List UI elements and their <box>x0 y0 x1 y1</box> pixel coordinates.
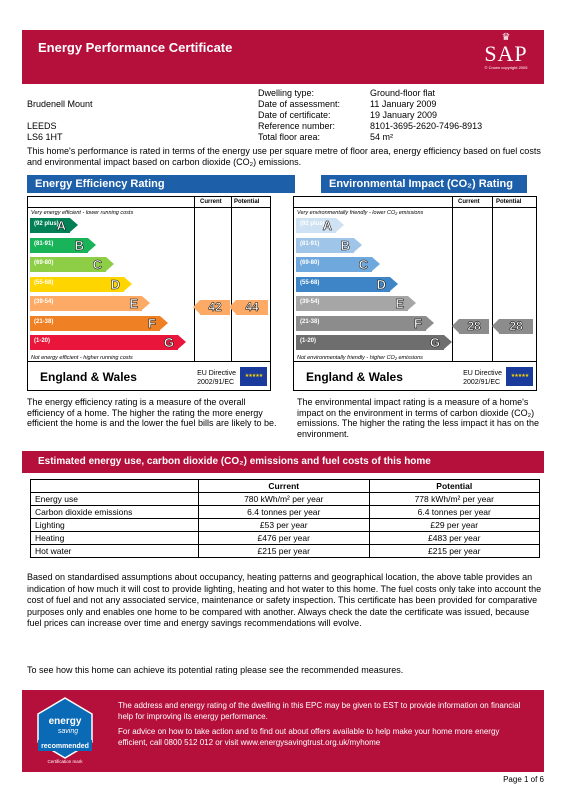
table-row: Energy use 780 kWh/m² per year 778 kWh/m² per year <box>31 493 540 506</box>
eu-flag-icon: ★★★★★ <box>240 367 267 386</box>
svg-text:energy: energy <box>48 716 82 727</box>
eer-panel <box>27 196 271 391</box>
eir-region: England & Wales <box>306 370 403 384</box>
eer-top-note: Very energy efficient - lower running costs <box>31 210 134 216</box>
band-e: (39-54) E <box>30 296 142 311</box>
assumptions-text: Based on standardised assumptions about occupancy, heating patterns and geographical location, the above table provides an indication of how much it will cost to provide lighting, heating and hot water to this home. The fuel costs only take into account the cost of fuel and not any associated service, maintenance or safety inspection. This certificate has been provided for comparative purposes only and enables one home to be compared with another. Always check the date the certificate was issued, because fuel prices can increase over time and energy savings recommendations will evolve. <box>27 572 542 628</box>
est-footer <box>22 690 544 772</box>
crown-icon: ♛ <box>501 32 511 43</box>
svg-text:saving: saving <box>57 728 79 735</box>
eir-bottom-note: Not environmentally friendly - higher CO₂ emissions <box>297 355 423 361</box>
band-c: (69-80) C <box>296 257 372 272</box>
band-g: (1-20) G <box>296 335 444 350</box>
eer-potential-header: Potential <box>234 199 260 205</box>
details-labels: Dwelling type: Date of assessment: Date of certificate: Reference number: Total floor area: <box>258 88 341 142</box>
eir-eu-directive: EU Directive 2002/91/EC <box>463 370 502 386</box>
eu-flag-icon: ★★★★★ <box>506 367 533 386</box>
eir-current-score: 28 <box>459 319 489 334</box>
energy-saving-recommended-logo <box>34 696 96 764</box>
band-g: (1-20) G <box>30 335 178 350</box>
band-c: (69-80) C <box>30 257 106 272</box>
svg-text:Certification mark: Certification mark <box>47 759 83 764</box>
band-d: (55-68) D <box>30 277 124 292</box>
eer-current-score: 42 <box>200 300 230 315</box>
eir-top-note: Very environmentally friendly - lower CO₂ emissions <box>297 210 424 216</box>
intro-text: This home's performance is rated in terms of the energy use per square metre of floor area, energy efficiency based on fuel costs and environmental impact based on carbon dioxide (CO₂) emissions. <box>27 146 541 167</box>
page-number: Page 1 of 6 <box>503 775 544 784</box>
details-values: Ground-floor flat 11 January 2009 19 January 2009 8101-3695-2620-7496-8913 54 m² <box>370 88 483 142</box>
band-a: (92 plus) A <box>30 218 70 233</box>
band-b: (81-91) B <box>296 238 354 253</box>
band-d: (55-68) D <box>296 277 390 292</box>
eir-description: The environmental impact rating is a measure of a home's impact on the environment in terms of carbon dioxide (CO₂) emissions. The higher the rating the less impact it has on the environment. <box>297 397 539 439</box>
table-row: Lighting £53 per year £29 per year <box>31 519 540 532</box>
est-info-text: The address and energy rating of the dwelling in this EPC may be given to EST to provide information on financial help for improving its energy performance. <box>118 701 521 721</box>
band-b: (81-91) B <box>30 238 88 253</box>
eer-description: The energy efficiency rating is a measure of the overall efficiency of a home. The higher the rating the more energy efficient the home is and the lower the fuel bills are likely to be. <box>27 397 277 428</box>
eir-potential-score: 28 <box>499 319 533 334</box>
eir-current-header: Current <box>458 199 480 205</box>
eer-current-header: Current <box>200 199 222 205</box>
sap-logo: ♛ SAP © Crown copyright 2005 <box>476 33 536 81</box>
table-row: Carbon dioxide emissions 6.4 tonnes per year 6.4 tonnes per year <box>31 506 540 519</box>
band-f: (21-38) F <box>30 316 160 331</box>
header-banner <box>22 30 544 84</box>
table-header-row: Current Potential <box>31 480 540 493</box>
address-block: Brudenell Mount LEEDS LS6 1HT <box>27 99 93 142</box>
costs-section-title: Estimated energy use, carbon dioxide (CO₂) emissions and fuel costs of this home <box>22 451 544 473</box>
table-row: Heating £476 per year £483 per year <box>31 532 540 545</box>
eir-title: Environmental Impact (CO₂) Rating <box>321 175 527 193</box>
eer-bottom-note: Not energy efficient - higher running costs <box>31 355 133 361</box>
est-advice-text: For advice on how to take action and to find out about offers available to help make your home more energy efficient, call 0800 512 012 or visit www.energysavingtrust.org.uk/myhome <box>118 727 500 747</box>
band-a: (92 plus) A <box>296 218 336 233</box>
eir-panel <box>293 196 537 391</box>
eer-title: Energy Efficiency Rating <box>27 175 295 193</box>
eer-region: England & Wales <box>40 370 137 384</box>
svg-text:recommended: recommended <box>41 743 89 750</box>
eir-potential-header: Potential <box>496 199 522 205</box>
costs-table <box>30 479 540 558</box>
band-e: (39-54) E <box>296 296 408 311</box>
band-f: (21-38) F <box>296 316 426 331</box>
eer-potential-score: 44 <box>236 300 268 315</box>
table-row: Hot water £215 per year £215 per year <box>31 545 540 558</box>
page-title: Energy Performance Certificate <box>38 40 233 55</box>
eer-eu-directive: EU Directive 2002/91/EC <box>197 370 236 386</box>
recommend-text: To see how this home can achieve its potential rating please see the recommended measures. <box>27 665 404 675</box>
